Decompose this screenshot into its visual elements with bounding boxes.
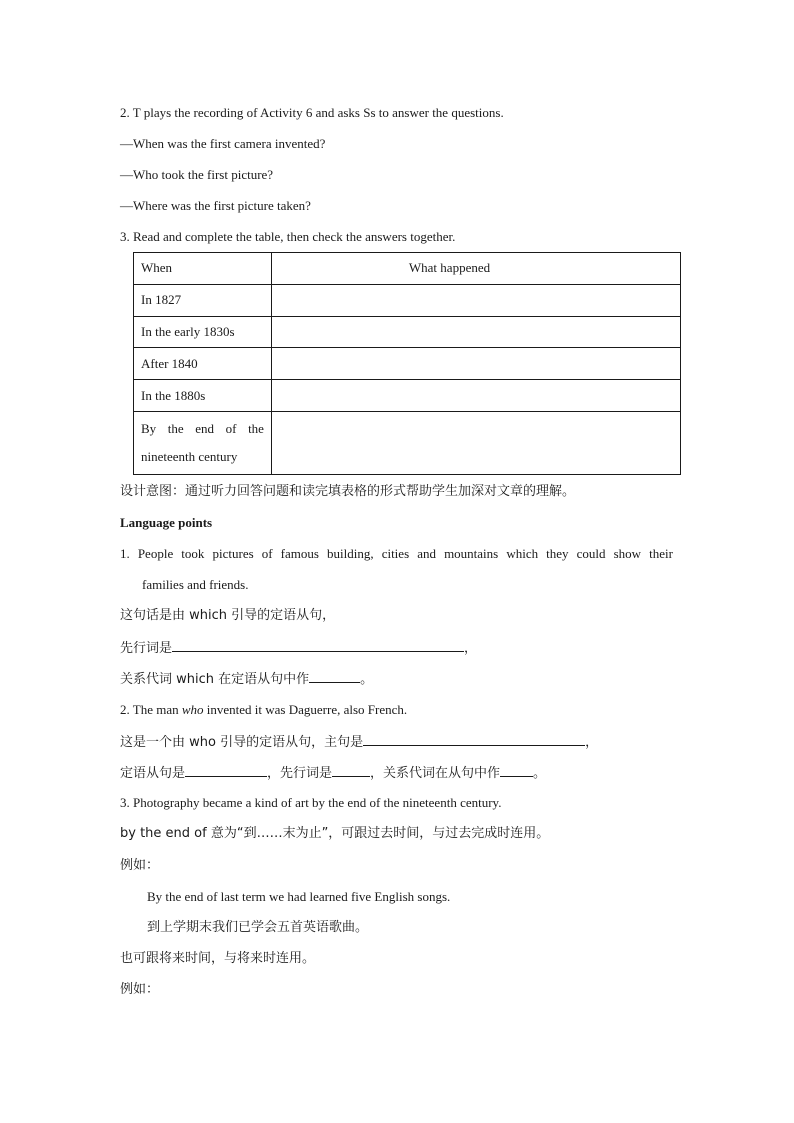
point-1-relative: 关系代词 which 在定语从句中作 。 bbox=[120, 672, 374, 687]
answer-blank[interactable] bbox=[172, 639, 464, 652]
section-heading: Language points bbox=[120, 515, 213, 530]
point-3: 3. Photography became a kind of art by the end of the nineteenth century. bbox=[120, 795, 502, 810]
question-3: —Where was the first picture taken? bbox=[120, 198, 311, 213]
table-row bbox=[134, 348, 681, 380]
table-header-row bbox=[134, 253, 681, 285]
table-row bbox=[134, 411, 681, 474]
table-cell-when: In 1827 bbox=[134, 284, 272, 316]
header-when: When bbox=[134, 253, 272, 285]
example-chinese: 到上学期末我们已学会五首英语歌曲。 bbox=[147, 920, 369, 935]
question-1: —When was the first camera invented? bbox=[120, 136, 326, 151]
point-2: 2. The man who invented it was Daguerre, also French. bbox=[120, 702, 408, 717]
example-label: 例如： bbox=[120, 982, 160, 997]
example-label: 例如： bbox=[120, 858, 160, 873]
answer-blank[interactable] bbox=[500, 764, 533, 777]
table-cell-answer bbox=[272, 316, 681, 348]
design-intent: 设计意图：通过听力回答问题和读完填表格的形式帮助学生加深对文章的理解。 bbox=[120, 484, 576, 499]
table-cell-answer bbox=[272, 348, 681, 380]
last-row-line-2: nineteenth century bbox=[141, 448, 238, 464]
table-cell-when: After 1840 bbox=[134, 348, 272, 380]
point-3-note: by the end of 意为“到……末为止”，可跟过去时间，与过去完成时连用。 bbox=[120, 826, 550, 841]
activity-step-2: 2. T plays the recording of Activity 6 and asks Ss to answer the questions. bbox=[120, 105, 504, 120]
point-1-note: 这句话是由 which 引导的定语从句， bbox=[120, 608, 336, 623]
point-1-line-2: families and friends. bbox=[142, 577, 249, 592]
table-row bbox=[134, 284, 681, 316]
example-english: By the end of last term we had learned five English songs. bbox=[147, 889, 451, 904]
table-cell-when: In the 1880s bbox=[134, 380, 272, 412]
question-2: —Who took the first picture? bbox=[120, 167, 274, 182]
table-row bbox=[134, 380, 681, 412]
activity-step-3: 3. Read and complete the table, then check the answers together. bbox=[120, 229, 456, 244]
answer-blank[interactable] bbox=[185, 764, 267, 777]
future-note: 也可跟将来时间，与将来时连用。 bbox=[120, 951, 316, 966]
answer-blank[interactable] bbox=[363, 733, 585, 746]
table-cell-when bbox=[134, 411, 272, 474]
last-row-line-1: By the end of the bbox=[141, 420, 264, 436]
answer-blank[interactable] bbox=[332, 764, 370, 777]
answer-blank[interactable] bbox=[309, 670, 360, 683]
table-cell-answer bbox=[272, 284, 681, 316]
point-1-antecedent: 先行词是 ， bbox=[120, 641, 478, 656]
table-cell-answer bbox=[272, 380, 681, 412]
table-cell-answer bbox=[272, 411, 681, 474]
history-table bbox=[133, 252, 681, 475]
table-row bbox=[134, 316, 681, 348]
table-cell-when: In the early 1830s bbox=[134, 316, 272, 348]
header-what-happened: What happened bbox=[272, 253, 681, 285]
point-2-note: 这是一个由 who 引导的定语从句，主句是 ， bbox=[120, 735, 599, 750]
point-1-line-1: 1. People took pictures of famous building, cities and mountains which they could show their bbox=[120, 546, 673, 561]
point-2-clause: 定语从句是 ，先行词是 ，关系代词在从句中作 。 bbox=[120, 766, 547, 781]
